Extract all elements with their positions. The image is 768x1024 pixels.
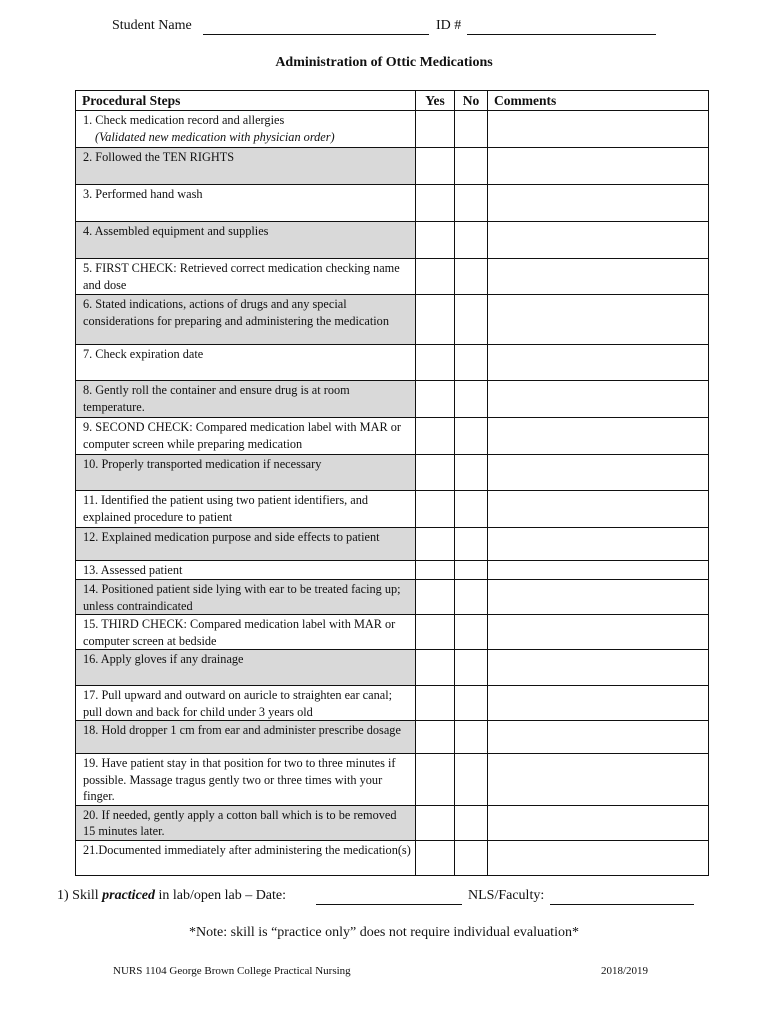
step-text: 5. FIRST CHECK: Retrieved correct medication checking name and dose: [83, 261, 400, 292]
table-row: [76, 686, 709, 721]
procedural-step-cell: [76, 650, 416, 686]
no-cell[interactable]: [455, 615, 488, 650]
yes-cell[interactable]: [416, 491, 455, 528]
footer-course: NURS 1104 George Brown College Practical Nursing: [113, 965, 351, 977]
no-cell[interactable]: [455, 491, 488, 528]
comments-cell[interactable]: [488, 491, 709, 528]
procedural-step-cell: [76, 561, 416, 580]
no-cell[interactable]: [455, 561, 488, 580]
step-subtext: (Validated new medication with physician order): [95, 129, 335, 144]
step-text: 11. Identified the patient using two patient identifiers, and explained procedure to patient: [83, 493, 369, 524]
comments-cell[interactable]: [488, 840, 709, 875]
table-row: [76, 721, 709, 754]
yes-cell[interactable]: [416, 111, 455, 148]
yes-cell[interactable]: [416, 455, 455, 491]
column-header-yes: Yes: [416, 91, 455, 111]
faculty-field[interactable]: [550, 904, 694, 905]
yes-cell[interactable]: [416, 754, 455, 806]
step-text: 20. If needed, gently apply a cotton ball which is to be removed 15 minutes later.: [83, 807, 397, 838]
table-row: [76, 805, 709, 840]
step-text: 3. Performed hand wash: [83, 187, 203, 201]
student-name-field[interactable]: [203, 34, 429, 35]
checklist-body: [76, 111, 709, 876]
comments-cell[interactable]: [488, 222, 709, 259]
procedural-step-cell: [76, 418, 416, 455]
table-row: [76, 345, 709, 381]
no-cell[interactable]: [455, 381, 488, 418]
yes-cell[interactable]: [416, 580, 455, 615]
procedural-step-cell: [76, 259, 416, 295]
student-name-label: Student Name: [112, 18, 192, 33]
comments-cell[interactable]: [488, 615, 709, 650]
comments-cell[interactable]: [488, 185, 709, 222]
no-cell[interactable]: [455, 345, 488, 381]
id-field[interactable]: [467, 34, 656, 35]
procedural-step-cell: [76, 686, 416, 721]
comments-cell[interactable]: [488, 148, 709, 185]
no-cell[interactable]: [455, 580, 488, 615]
table-row: [76, 528, 709, 561]
yes-cell[interactable]: [416, 222, 455, 259]
step-text: 2. Followed the TEN RIGHTS: [83, 150, 235, 164]
practiced-emphasis: practiced: [102, 888, 155, 903]
table-row: [76, 418, 709, 455]
yes-cell[interactable]: [416, 615, 455, 650]
procedural-step-cell: [76, 754, 416, 806]
yes-cell[interactable]: [416, 561, 455, 580]
comments-cell[interactable]: [488, 561, 709, 580]
practiced-text: [57, 888, 286, 904]
footer-year: 2018/2019: [601, 965, 649, 977]
table-row: [76, 615, 709, 650]
step-text: 10. Properly transported medication if necessary: [83, 457, 322, 471]
yes-cell[interactable]: [416, 345, 455, 381]
table-row: [76, 754, 709, 806]
table-row: [76, 381, 709, 418]
procedural-step-cell: [76, 840, 416, 875]
table-row: [76, 840, 709, 875]
table-row: [76, 455, 709, 491]
yes-cell[interactable]: [416, 418, 455, 455]
step-text: 7. Check expiration date: [83, 347, 204, 361]
yes-cell[interactable]: [416, 650, 455, 686]
practiced-middle: in lab/open lab – Date:: [155, 888, 287, 903]
no-cell[interactable]: [455, 805, 488, 840]
comments-cell[interactable]: [488, 295, 709, 345]
table-row: [76, 580, 709, 615]
no-cell[interactable]: [455, 455, 488, 491]
step-text: 8. Gently roll the container and ensure drug is at room temperature.: [83, 383, 350, 414]
comments-cell[interactable]: [488, 111, 709, 148]
step-text: 17. Pull upward and outward on auricle to straighten ear canal; pull down and back for child under 3 years old: [83, 688, 393, 719]
table-row: [76, 491, 709, 528]
procedural-step-cell: [76, 491, 416, 528]
practice-note: *Note: skill is “practice only” does not require individual evaluation*: [189, 925, 579, 940]
comments-cell[interactable]: [488, 805, 709, 840]
yes-cell[interactable]: [416, 721, 455, 754]
step-text: 6. Stated indications, actions of drugs and any special considerations for preparing and administering the medication: [83, 297, 389, 328]
procedural-step-cell: [76, 805, 416, 840]
yes-cell[interactable]: [416, 295, 455, 345]
no-cell[interactable]: [455, 259, 488, 295]
no-cell[interactable]: [455, 222, 488, 259]
comments-cell[interactable]: [488, 721, 709, 754]
table-row: [76, 222, 709, 259]
yes-cell[interactable]: [416, 686, 455, 721]
faculty-label: NLS/Faculty:: [468, 888, 545, 903]
comments-cell[interactable]: [488, 650, 709, 686]
no-cell[interactable]: [455, 754, 488, 806]
step-text: 4. Assembled equipment and supplies: [83, 224, 269, 238]
no-cell[interactable]: [455, 111, 488, 148]
step-text: 16. Apply gloves if any drainage: [83, 652, 244, 666]
procedural-step-cell: [76, 381, 416, 418]
yes-cell[interactable]: [416, 840, 455, 875]
no-cell[interactable]: [455, 650, 488, 686]
table-row: [76, 561, 709, 580]
no-cell[interactable]: [455, 721, 488, 754]
no-cell[interactable]: [455, 185, 488, 222]
comments-cell[interactable]: [488, 754, 709, 806]
procedural-step-cell: [76, 345, 416, 381]
procedural-step-cell: [76, 185, 416, 222]
step-text: 14. Positioned patient side lying with ear to be treated facing up; unless contraindicated: [83, 582, 401, 613]
procedural-step-cell: [76, 111, 416, 148]
yes-cell[interactable]: [416, 148, 455, 185]
comments-cell[interactable]: [488, 455, 709, 491]
procedural-step-cell: [76, 721, 416, 754]
table-row: [76, 185, 709, 222]
table-row: [76, 111, 709, 148]
id-label: ID #: [436, 18, 462, 33]
no-cell[interactable]: [455, 840, 488, 875]
step-text: 12. Explained medication purpose and side effects to patient: [83, 530, 380, 544]
comments-cell[interactable]: [488, 580, 709, 615]
table-row: [76, 295, 709, 345]
comments-cell[interactable]: [488, 528, 709, 561]
procedure-checklist-table: [75, 90, 709, 876]
procedural-step-cell: [76, 615, 416, 650]
table-row: [76, 259, 709, 295]
comments-cell[interactable]: [488, 381, 709, 418]
procedural-step-cell: [76, 222, 416, 259]
practiced-prefix: 1) Skill: [57, 888, 103, 903]
step-text: 19. Have patient stay in that position for two to three minutes if possible. Massage tragus gently two or three times with your finger.: [83, 756, 396, 803]
no-cell[interactable]: [455, 295, 488, 345]
yes-cell[interactable]: [416, 381, 455, 418]
table-row: [76, 650, 709, 686]
procedural-step-cell: [76, 455, 416, 491]
no-cell[interactable]: [455, 418, 488, 455]
document-title: Administration of Ottic Medications: [275, 55, 493, 70]
step-text: 13. Assessed patient: [83, 563, 183, 577]
comments-cell[interactable]: [488, 259, 709, 295]
column-header-no: No: [455, 91, 488, 111]
yes-cell[interactable]: [416, 259, 455, 295]
no-cell[interactable]: [455, 528, 488, 561]
procedural-step-cell: [76, 580, 416, 615]
table-row: [76, 148, 709, 185]
procedural-step-cell: [76, 528, 416, 561]
no-cell[interactable]: [455, 686, 488, 721]
no-cell[interactable]: [455, 148, 488, 185]
step-text: 15. THIRD CHECK: Compared medication label with MAR or computer screen at bedside: [83, 617, 396, 648]
step-text: 9. SECOND CHECK: Compared medication label with MAR or computer screen while preparing medication: [83, 420, 401, 451]
step-text: 18. Hold dropper 1 cm from ear and administer prescribe dosage: [83, 723, 401, 737]
yes-cell[interactable]: [416, 805, 455, 840]
yes-cell[interactable]: [416, 185, 455, 222]
procedural-step-cell: [76, 295, 416, 345]
comments-cell[interactable]: [488, 418, 709, 455]
comments-cell[interactable]: [488, 686, 709, 721]
yes-cell[interactable]: [416, 528, 455, 561]
date-field[interactable]: [316, 904, 462, 905]
column-header-procedural-steps: Procedural Steps: [76, 91, 416, 111]
step-text: 21.Documented immediately after administering the medication(s): [83, 842, 411, 857]
comments-cell[interactable]: [488, 345, 709, 381]
procedural-step-cell: [76, 148, 416, 185]
column-header-comments: Comments: [488, 91, 709, 111]
step-text: 1. Check medication record and allergies: [83, 113, 285, 127]
table-header-row: [76, 91, 709, 111]
